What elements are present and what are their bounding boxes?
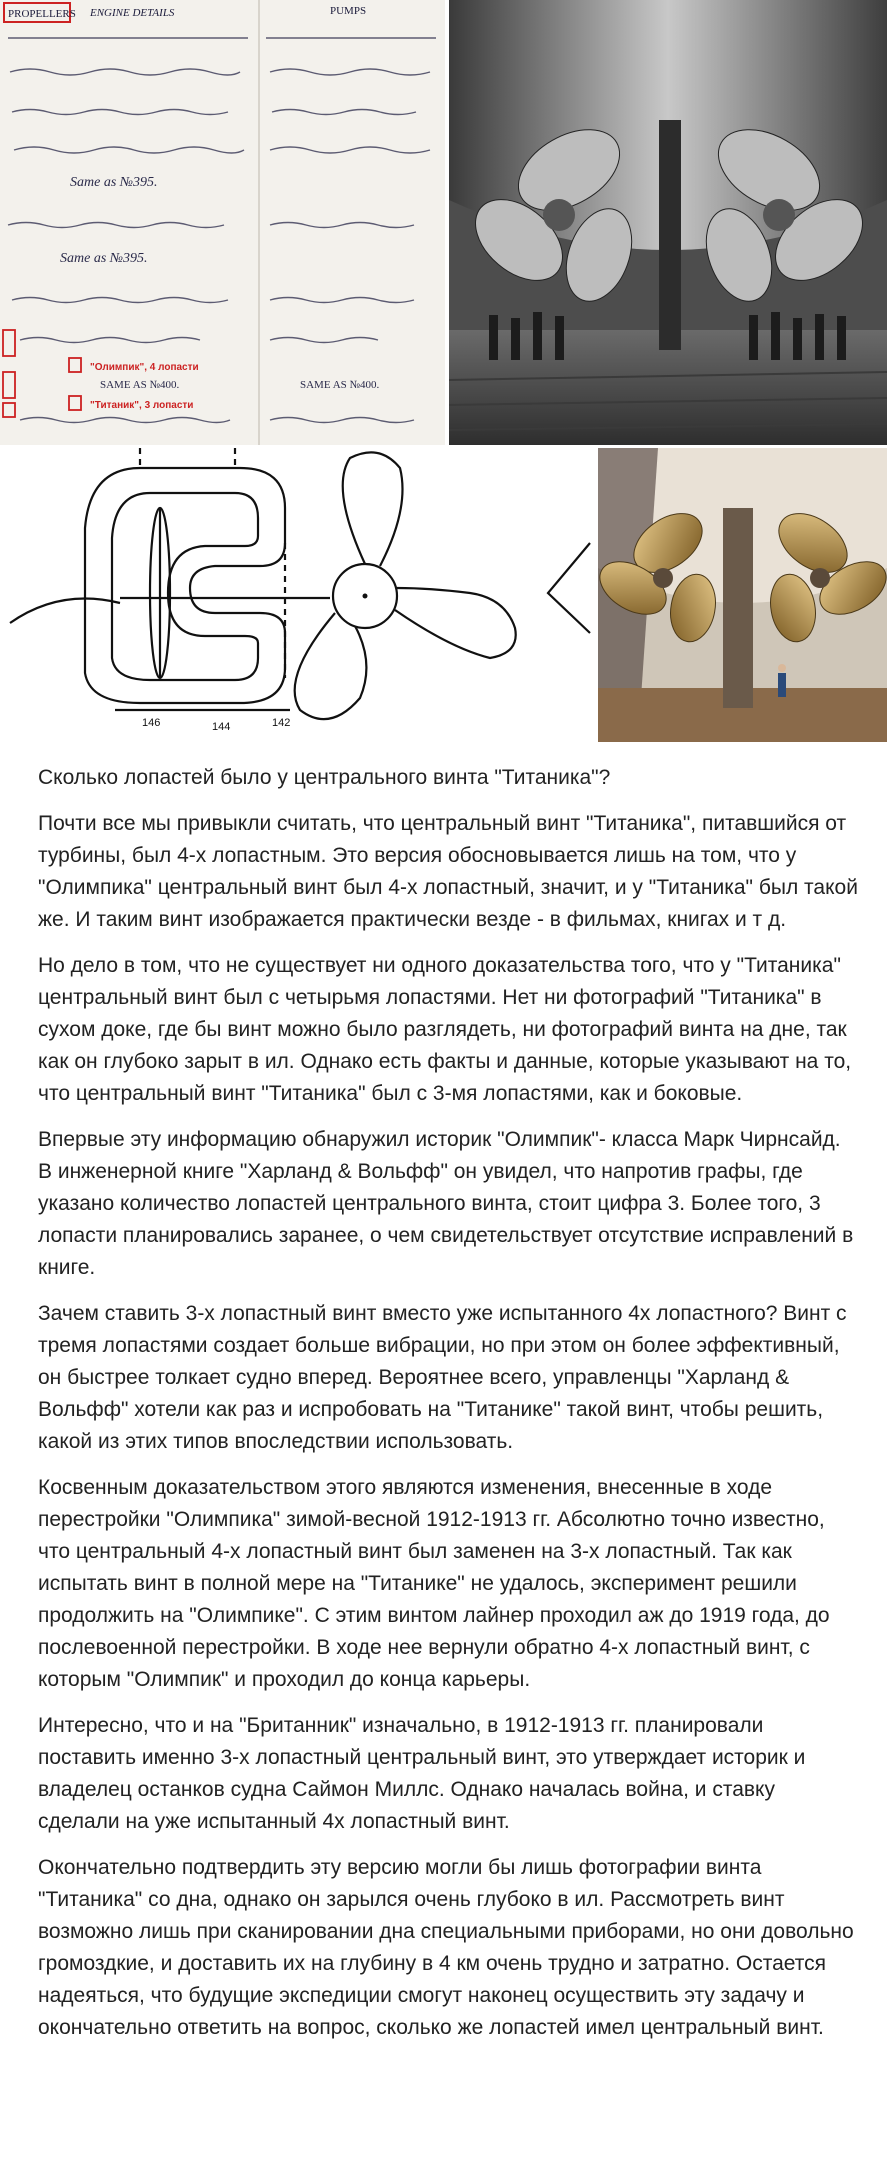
propeller-technical-drawing (0, 448, 595, 742)
dry-dock-scene (449, 0, 887, 445)
article-paragraph: Но дело в том, что не существует ни одного доказательства того, что у "Титаника" центральный винт был с четырьмя лопастями. Нет ни фотографий "Титаника" в сухом доке, где бы винт можно было разглядеть, ни фотографий винта на дне, так как он глубоко зарыт в ил. Однако есть факты и данные, которые указывают на то, что центральный винт "Титаника" был с 3-мя лопастями, как и боковые. (38, 954, 852, 1105)
ledger-same-as-395-a: Same as №395. (70, 175, 158, 190)
model-propellers-photo (598, 448, 887, 742)
ledger-same-as-400-left: SAME AS №400. (100, 379, 180, 391)
article-paragraph: Интересно, что и на "Британник" изначально, в 1912-1913 гг. планировали поставить именно 3-х лопастный центральный винт, это утверждает историк и владелец останков судна Саймон Миллс. Однако началась война, и ставку сделали на уже испытанный 4х лопастный винт. (38, 1714, 806, 1833)
article-paragraph: Впервые эту информацию обнаружил историк "Олимпик"- класса Марк Чирнсайд. В инженерной книге "Харланд & Вольфф" он увидел, что напротив графы, где указано количество лопастей центрального винта, стоит цифра 3. Более того, 3 лопасти планировались заранее, о чем свидетельствует отсутствие исправлений в книге. (38, 1128, 854, 1279)
ledger-same-as-400-right: SAME AS №400. (300, 379, 380, 391)
ledger-note-olympic: "Олимпик", 4 лопасти (90, 362, 199, 373)
article-body (38, 762, 858, 2058)
dry-dock-propeller-photo (449, 0, 887, 445)
ledger-note-titanic: "Титаник", 3 лопасти (90, 400, 194, 411)
model-scene (598, 448, 887, 742)
article-paragraph: Почти все мы привыкли считать, что центральный винт "Титаника", питавшийся от турбины, был 4-х лопастным. Это версия обосновывается лишь на том, что у "Олимпика" центральный винт был 4-х лопастный, значит, и у "Титаника" был такой же. И таким винт изображается практически везде - в фильмах, книгах и т д. (38, 812, 858, 931)
stern-frame-drawing (0, 448, 595, 742)
frame-label-144: 144 (212, 721, 231, 733)
article-paragraph: Окончательно подтвердить эту версию могли бы лишь фотографии винта "Титаника" со дна, однако он зарылся очень глубоко в ил. Рассмотреть винт возможно лишь при сканировании дна специальными приборами, но они довольно громоздкие, и доставить их на глубину в 4 км очень трудно и затратно. Остается надеяться, что будущие экспедиции смогут наконец осуществить эту задачу и окончательно ответить на вопрос, сколько же лопастей имел центральный винт. (38, 1856, 854, 2039)
ledger-header-pumps: PUMPS (330, 5, 367, 17)
ledger-same-as-395-b: Same as №395. (60, 251, 148, 266)
ledger-header-propellers: PROPELLERS (8, 8, 76, 20)
frame-label-146: 146 (142, 717, 161, 729)
article-question: Сколько лопастей было у центрального винта "Титаника"? (38, 766, 611, 789)
engineering-ledger-image (0, 0, 445, 445)
ledger-scan (0, 0, 445, 445)
ledger-header-engine: ENGINE DETAILS (90, 7, 175, 19)
frame-label-142: 142 (272, 717, 291, 729)
article-paragraph: Косвенным доказательством этого являются изменения, внесенные в ходе перестройки "Олимпика" зимой-весной 1912-1913 гг. Абсолютно точно известно, что центральный 4-х лопастный винт был заменен на 3-х лопастный. Так как испытать винт в полной мере на "Титанике" не удалось, эксперимент решили продолжить на "Олимпике". С этим винтом лайнер проходил аж до 1919 года, до послевоенной перестройки. В ходе нее вернули обратно 4-х лопастный винт, с которым "Олимпик" и проходил до конца карьеры. (38, 1476, 830, 1691)
image-collage (0, 0, 887, 742)
article-paragraph: Зачем ставить 3-х лопастный винт вместо уже испытанного 4х лопастного? Винт с тремя лопастями создает больше вибрации, но при этом он более эффективный, он быстрее толкает судно вперед. Вероятнее всего, управленцы "Харланд & Вольфф" хотели как раз и испробовать на "Титанике" такой винт, чтобы решить, какой из этих типов впоследствии использовать. (38, 1302, 847, 1453)
